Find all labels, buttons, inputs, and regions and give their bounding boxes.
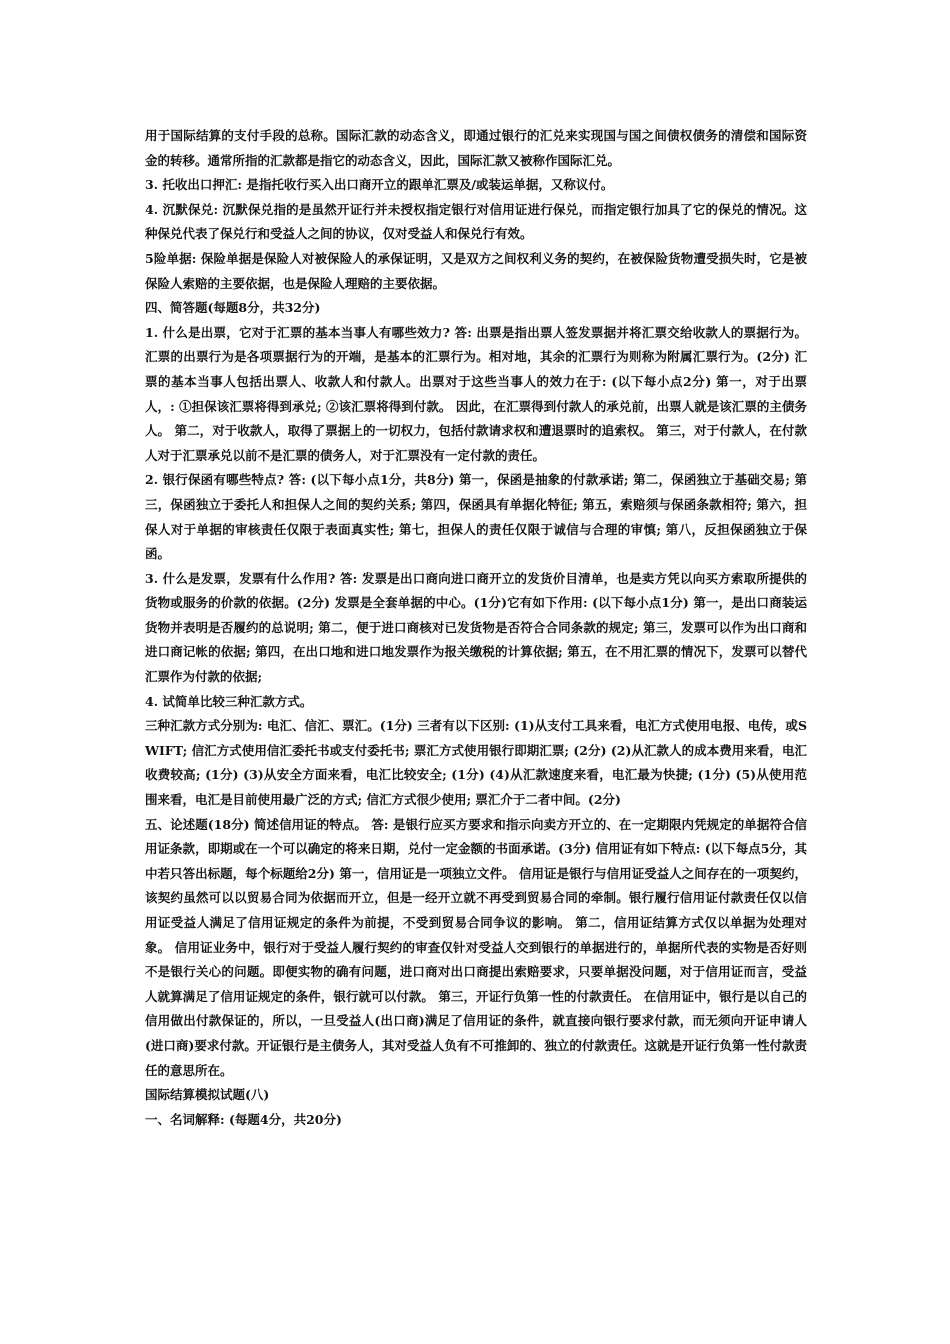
document-body [145,124,807,1132]
paragraph-remittance-definition: 用于国际结算的支付手段的总称。国际汇款的动态含义，即通过银行的汇兑来实现国与国之间债权债务的清偿和国际资金的转移。通常所指的汇款都是指它的动态含义，因此，国际汇款又被称作国际汇兑。 [145,128,807,168]
section-heading-short-answer: 四、简答题(每题8分，共32分) [145,300,321,316]
question-4-heading: 4. 试简单比较三种汇款方式。 [145,693,313,709]
paragraph-silent-confirmation: 4. 沉默保兑: 沉默保兑指的是虽然开证行并未授权指定银行对信用证进行保兑，而指定银行加具了它的保兑的情况。这种保兑代表了保兑行和受益人之间的协议，仅对受益人和保兑行有效。 [145,201,807,242]
exam-title-eight: 国际结算模拟试题(八) [145,1087,270,1103]
section-heading-terms: 一、名词解释: (每题4分，共20分) [145,1111,342,1127]
question-4-answer: 三种汇款方式分别为: 电汇、信汇、票汇。(1分) 三者有以下区别: (1)从支付工具来看，电汇方式使用电报、电传，或SWIFT; 信汇方式使用信汇委托书或支付委托书; 票汇方式使用银行即期汇票; (2分) (2)从汇款人的成本费用来看，电汇收费较高; (1分) (3)从安全方面来看，电汇比较安全; (1分) (4)从汇款速度来看，电汇最为快捷; (1分) (5)从使用范围来看，电汇是目前使用最广泛的方式; 信汇方式很少使用; 票汇介于二者中间。(2分) [145,718,807,808]
question-2-bank-guarantee: 2. 银行保函有哪些特点? 答: (以下每小点1分，共8分) 第一，保函是抽象的付款承诺; 第二，保函独立于基础交易; 第三，保函独立于委托人和担保人之间的契约关系; 第四，保函具有单据化特征; 第五，索赔须与保函条款相符; 第六，担保人对于单据的审核责任仅限于表面真实性; 第七，担保人的责任仅限于诚信与合理的审慎; 第八，反担保函独立于保函。 [145,472,807,562]
paragraph-collection-export-bill: 3. 托收出口押汇: 是指托收行买入出口商开立的跟单汇票及/或装运单据，又称议付。 [145,177,614,193]
question-1-drawing: 1. 什么是出票，它对于汇票的基本当事人有哪些效力? 答: 出票是指出票人签发票据并将汇票交给收款人的票据行为。汇票的出票行为是各项票据行为的开端，是基本的汇票行为。相对地，其余的汇票行为则称为附属汇票行为。(2分) 汇票的基本当事人包括出票人、收款人和付款人。出票对于这些当事人的效力在于: (以下每小点2分) 第一，对于出票人，: ①担保该汇票将得到承兑; ②该汇票将得到付款。 因此，在汇票得到付款人的承兑前，出票人就是该汇票的主债务人。 第二，对于收款人，取得了票据上的一切权力，包括付款请求权和遭退票时的追索权。 第三，对于付款人，在付款人对于汇票承兑以前不是汇票的债务人，对于汇票没有一定付款的责任。 [145,324,807,463]
section-essay-letter-of-credit: 五、论述题(18分) 简述信用证的特点。 答: 是银行应买方要求和指示向卖方开立的、在一定期限内凭规定的单据符合信用证条款，即期或在一个可以确定的将来日期，兑付一定金额的书面承诺。(3分) 信用证有如下特点: (以下每点5分，其中若只答出标题，每个标题给2分) 第一，信用证是一项独立文件。 信用证是银行与信用证受益人之间存在的一项契约，该契约虽然可以以贸易合同为依据而开立，但是一经开立就不再受到贸易合同的牵制。银行履行信用证付款责任仅以信用证受益人满足了信用证规定的条件为前提，不受到贸易合同争议的影响。 第二，信用证结算方式仅以单据为处理对象。 信用证业务中，银行对于受益人履行契约的审查仅针对受益人交到银行的单据进行的，单据所代表的实物是否好则不是银行关心的问题。即便实物的确有问题，进口商对出口商提出索赔要求，只要单据没问题，对于信用证而言，受益人就算满足了信用证规定的条件，银行就可以付款。 第三，开证行负第一性的付款责任。 在信用证中，银行是以自己的信用做出付款保证的，所以，一旦受益人(出口商)满足了信用证的条件，就直接向银行要求付款，而无须向开证申请人(进口商)要求付款。开证银行是主债务人，其对受益人负有不可推卸的、独立的付款责任。这就是开证行负第一性付款责任的意思所在。 [145,816,807,1078]
paragraph-insurance-document: 5险单据: 保险单据是保险人对被保险人的承保证明，又是双方之间权利义务的契约，在被保险货物遭受损失时，它是被保险人索赔的主要依据，也是保险人理赔的主要依据。 [145,250,807,291]
question-3-invoice: 3. 什么是发票，发票有什么作用? 答: 发票是出口商向进口商开立的发货价目清单，也是卖方凭以向买方索取所提供的货物或服务的价款的依据。(2分) 发票是全套单据的中心。(1分)它有如下作用: (以下每小点1分) 第一，是出口商装运货物并表明是否履约的总说明; 第二，便于进口商核对已发货物是否符合合同条款的规定; 第三，发票可以作为出口商和进口商记帐的依据; 第四，在出口地和进口地发票作为报关缴税的计算依据; 第五，在不用汇票的情况下，发票可以替代汇票作为付款的依据; [145,570,807,685]
